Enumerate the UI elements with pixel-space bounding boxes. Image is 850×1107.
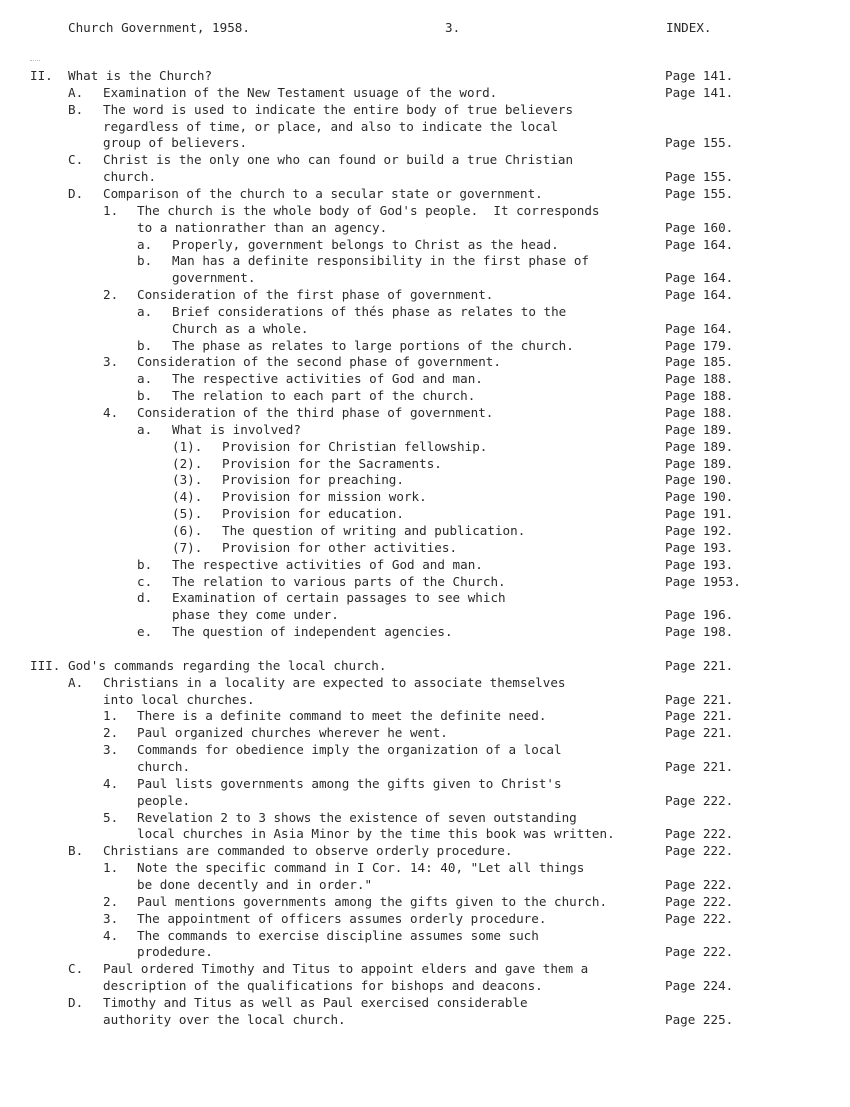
entry-text: Examination of certain passages to see which — [172, 590, 506, 606]
entry-label: a. — [137, 236, 153, 252]
entry-page-ref: Page 190. — [665, 472, 734, 488]
entry-page-ref: Page 193. — [665, 539, 734, 555]
entry-label: 3. — [103, 742, 119, 758]
entry-page-ref: Page 221. — [665, 657, 734, 673]
entry-page-ref: Page 155. — [665, 135, 734, 151]
entry-page-ref: Page 224. — [665, 978, 734, 994]
entry-label: 4. — [103, 775, 119, 791]
entry-label: (6). — [172, 522, 203, 538]
entry-label: III. — [30, 657, 61, 673]
entry-label: 5. — [103, 809, 119, 825]
entry-text: Paul mentions governments among the gifts given to the church. — [137, 893, 608, 909]
entry-text: The respective activities of God and man. — [172, 371, 483, 387]
entry-label: C. — [68, 961, 84, 977]
entry-text: Consideration of the second phase of government. — [137, 354, 501, 370]
entry-page-ref: Page 191. — [665, 506, 734, 522]
entry-text: Christ is the only one who can found or build a true Christian — [103, 152, 574, 168]
entry-text: local churches in Asia Minor by the time this book was written. — [137, 826, 615, 842]
entry-label: b. — [137, 337, 153, 353]
entry-text: Commands for obedience imply the organization of a local — [137, 742, 562, 758]
entry-text: The relation to various parts of the Church. — [172, 573, 506, 589]
entry-text: Examination of the New Testament usuage of the word. — [103, 84, 498, 100]
entry-page-ref: Page 222. — [665, 826, 734, 842]
entry-page-ref: Page 164. — [665, 320, 734, 336]
entry-text: Timothy and Titus as well as Paul exercised considerable — [103, 994, 528, 1010]
entry-page-ref: Page 221. — [665, 725, 734, 741]
entry-page-ref: Page 222. — [665, 792, 734, 808]
entry-text: Provision for other activities. — [222, 539, 458, 555]
entry-text: Church as a whole. — [172, 320, 309, 336]
entry-text: be done decently and in order." — [137, 876, 373, 892]
entry-label: c. — [137, 573, 153, 589]
entry-text: phase they come under. — [172, 607, 339, 623]
entry-text: Man has a definite responsibility in the first phase of — [172, 253, 590, 269]
entry-label: a. — [137, 303, 153, 319]
entry-text: Note the specific command in I Cor. 14: 40, "Let all things — [137, 860, 585, 876]
entry-label: b. — [137, 388, 153, 404]
entry-text: regardless of time, or place, and also to indicate the local — [103, 118, 558, 134]
page-number: 3. — [445, 20, 461, 35]
entry-page-ref: Page 1953. — [665, 573, 741, 589]
entry-text: The relation to each part of the church. — [172, 388, 476, 404]
entry-page-ref: Page 189. — [665, 455, 734, 471]
entry-label: (1). — [172, 438, 203, 454]
entry-page-ref: Page 160. — [665, 219, 734, 235]
entry-page-ref: Page 164. — [665, 236, 734, 252]
entry-label: A. — [68, 84, 84, 100]
entry-label: (3). — [172, 472, 203, 488]
entry-page-ref: Page 188. — [665, 371, 734, 387]
entry-text: church. — [103, 169, 157, 185]
entry-text: Properly, government belongs to Christ as the head. — [172, 236, 559, 252]
entry-text: There is a definite command to meet the definite need. — [137, 708, 547, 724]
entry-text: Consideration of the third phase of government. — [137, 405, 494, 420]
entry-label: 1. — [103, 860, 119, 876]
entry-text: Provision for Christian fellowship. — [222, 438, 488, 454]
entry-page-ref: Page 189. — [665, 438, 734, 454]
entry-label: B. — [68, 843, 84, 859]
section-label: INDEX. — [666, 20, 712, 35]
entry-page-ref: Page 189. — [665, 421, 734, 437]
entry-text: The respective activities of God and man. — [172, 556, 483, 572]
entry-page-ref: Page 198. — [665, 624, 734, 640]
entry-label: 1. — [103, 202, 119, 218]
entry-page-ref: Page 141. — [665, 68, 734, 83]
entry-label: (7). — [172, 539, 203, 555]
entry-label: d. — [137, 590, 153, 606]
entry-text: What is involved? — [172, 421, 301, 437]
entry-label: (4). — [172, 489, 203, 505]
entry-text: Paul lists governments among the gifts given to Christ's — [137, 775, 562, 791]
entry-label: 3. — [103, 910, 119, 926]
entry-text: The appointment of officers assumes orderly procedure. — [137, 910, 547, 926]
document-title: Church Government, 1958. — [68, 20, 250, 35]
entry-text: description of the qualifications for bishops and deacons. — [103, 978, 543, 994]
entry-text: people. — [137, 792, 191, 808]
entry-text: What is the Church? — [68, 68, 213, 83]
entry-text: Provision for preaching. — [222, 472, 404, 488]
entry-page-ref: Page 193. — [665, 556, 734, 572]
entry-label: A. — [68, 674, 84, 690]
entry-text: Provision for the Sacraments. — [222, 455, 442, 471]
entry-page-ref: Page 155. — [665, 185, 734, 201]
entry-page-ref: Page 155. — [665, 169, 734, 185]
entry-text: God's commands regarding the local church. — [68, 657, 387, 673]
entry-page-ref: Page 190. — [665, 489, 734, 505]
entry-label: b. — [137, 253, 153, 269]
entry-label: b. — [137, 556, 153, 572]
entry-label: D. — [68, 185, 84, 201]
entry-text: authority over the local church. — [103, 1011, 346, 1027]
entry-text: into local churches. — [103, 691, 255, 707]
margin-mark — [30, 60, 40, 63]
entry-text: church. — [137, 759, 191, 774]
entry-page-ref: Page 185. — [665, 354, 734, 370]
entry-text: Paul organized churches wherever he went. — [137, 725, 448, 741]
entry-label: a. — [137, 371, 153, 387]
entry-text: Consideration of the first phase of government. — [137, 287, 494, 303]
entry-text: prodedure. — [137, 944, 213, 960]
entry-text: group of believers. — [103, 135, 248, 151]
entry-page-ref: Page 188. — [665, 388, 734, 404]
entry-label: (5). — [172, 506, 203, 522]
entry-label: C. — [68, 152, 84, 168]
entry-page-ref: Page 222. — [665, 910, 734, 926]
entry-label: a. — [137, 421, 153, 437]
entry-text: Paul ordered Timothy and Titus to appoint elders and gave them a — [103, 961, 589, 977]
entry-text: The word is used to indicate the entire body of true believers — [103, 101, 574, 117]
entry-text: Provision for education. — [222, 506, 404, 522]
entry-label: 3. — [103, 354, 119, 370]
entry-label: D. — [68, 994, 84, 1010]
entry-text: The question of writing and publication. — [222, 522, 526, 538]
entry-label: II. — [30, 68, 53, 83]
entry-page-ref: Page 225. — [665, 1011, 734, 1027]
entry-page-ref: Page 179. — [665, 337, 734, 353]
entry-text: The church is the whole body of God's people. It corresponds — [137, 202, 600, 218]
entry-page-ref: Page 164. — [665, 287, 734, 303]
entry-text: The question of independent agencies. — [172, 624, 453, 640]
entry-page-ref: Page 221. — [665, 759, 734, 774]
entry-text: government. — [172, 270, 256, 286]
entry-label: e. — [137, 624, 153, 640]
entry-page-ref: Page 141. — [665, 84, 734, 100]
entry-label: 2. — [103, 893, 119, 909]
entry-page-ref: Page 188. — [665, 405, 734, 420]
entry-text: Comparison of the church to a secular state or government. — [103, 185, 543, 201]
entry-page-ref: Page 192. — [665, 522, 734, 538]
entry-label: 1. — [103, 708, 119, 724]
entry-text: to a nationrather than an agency. — [137, 219, 388, 235]
entry-page-ref: Page 221. — [665, 708, 734, 724]
entry-label: 2. — [103, 725, 119, 741]
entry-page-ref: Page 196. — [665, 607, 734, 623]
entry-page-ref: Page 222. — [665, 876, 734, 892]
entry-page-ref: Page 164. — [665, 270, 734, 286]
entry-text: Brief considerations of thés phase as relates to the — [172, 303, 567, 319]
entry-page-ref: Page 222. — [665, 893, 734, 909]
entry-page-ref: Page 221. — [665, 691, 734, 707]
entry-page-ref: Page 222. — [665, 843, 734, 859]
entry-text: Provision for mission work. — [222, 489, 427, 505]
entry-text: The commands to exercise discipline assumes some such — [137, 927, 539, 943]
entry-page-ref: Page 222. — [665, 944, 734, 960]
entry-label: 2. — [103, 287, 119, 303]
entry-text: Christians are commanded to observe orderly procedure. — [103, 843, 513, 859]
entry-label: B. — [68, 101, 84, 117]
entry-label: (2). — [172, 455, 203, 471]
entry-label: 4. — [103, 927, 119, 943]
entry-text: Revelation 2 to 3 shows the existence of seven outstanding — [137, 809, 577, 825]
entry-text: The phase as relates to large portions of the church. — [172, 337, 574, 353]
entry-text: Christians in a locality are expected to associate themselves — [103, 674, 566, 690]
entry-label: 4. — [103, 405, 119, 420]
